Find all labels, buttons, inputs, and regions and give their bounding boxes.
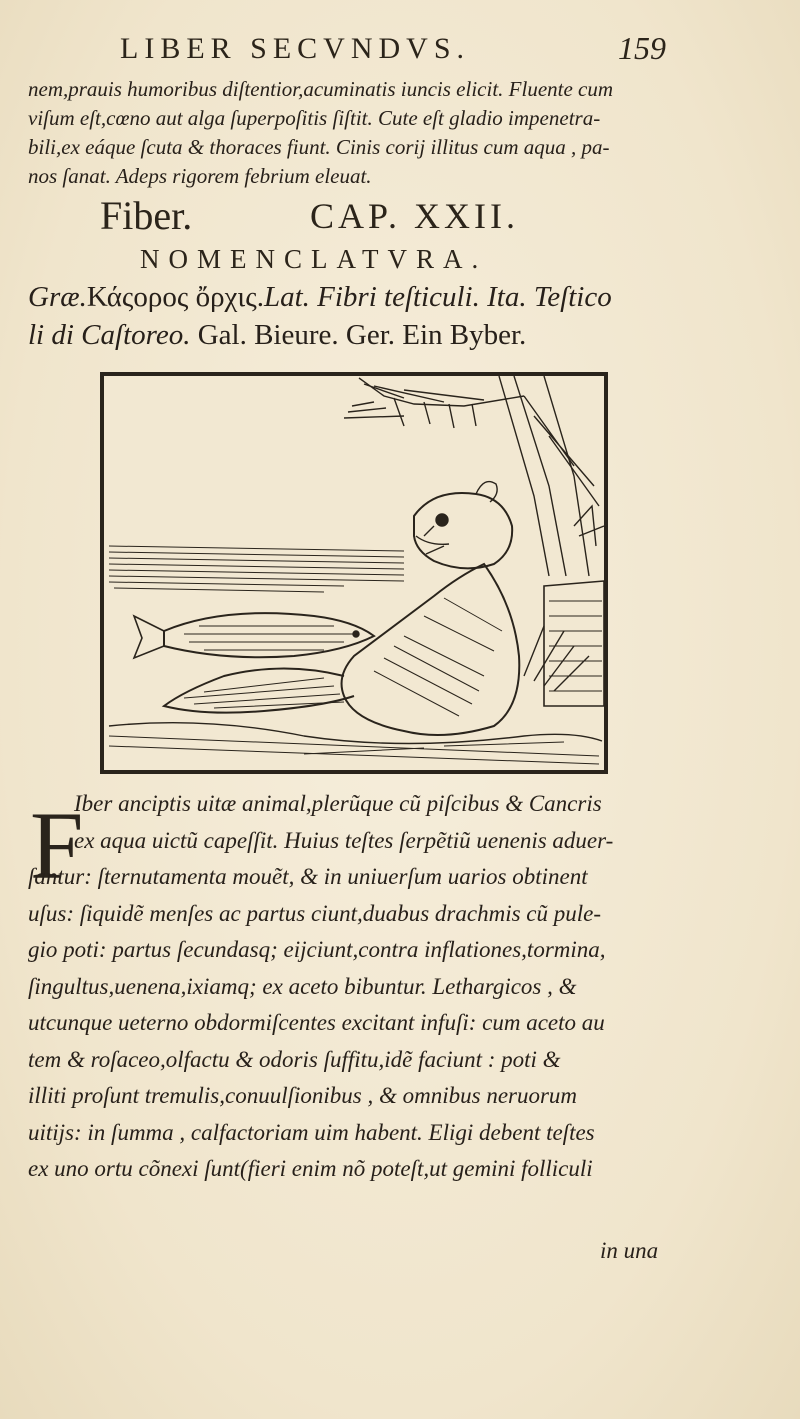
- german-name: Ger. Ein Byber.: [345, 319, 527, 351]
- text-line: illiti proſunt tremulis,conuulſionibus , & omnibus neruorum: [28, 1083, 578, 1108]
- text-line: viſum eſt,cœno aut alga ſuperpoſitis ſiſtit. Cute eſt gladio impenetra-: [28, 106, 601, 130]
- chapter-heading: [100, 192, 700, 242]
- italian-name: li di Caſtoreo.: [28, 319, 191, 351]
- text-line: bili,ex eáque ſcuta & thoraces fiunt. Cinis corij illitus cum aqua , pa-: [28, 135, 610, 159]
- names-line-1: [28, 278, 718, 316]
- text-line: ex uno ortu cõnexi ſunt(fieri enim nõ poteſt,ut gemini folliculi: [28, 1156, 593, 1181]
- chapter-number: CAP. XXII.: [310, 196, 520, 236]
- catchword: in una: [600, 1238, 659, 1263]
- french-name: Gal. Bieure.: [197, 319, 339, 351]
- chapter-title: Fiber.: [100, 193, 193, 238]
- text-line: uſus: ſiquidẽ menſes ac partus ciunt,duabus drachmis cũ pule-: [28, 900, 602, 926]
- running-head: [0, 30, 800, 70]
- text-line: uitijs: in ſumma , calfactoriam uim habent. Eligi debent teſtes: [28, 1119, 595, 1145]
- top-paragraph: [28, 75, 698, 191]
- beaver-woodcut-icon: [104, 376, 604, 770]
- text-line: ex aqua uictũ capeſſit. Huius teſtes ſerpẽtiũ uenenis aduer-: [74, 827, 614, 853]
- greek-name: Κάςορος ὄρχις.: [86, 281, 264, 313]
- running-head-title: LIBER SECVNDVS.: [120, 32, 471, 65]
- text-line: Iber anciptis uitæ animal,plerũque cũ piſcibus & Cancris: [74, 791, 602, 816]
- beaver-woodcut-illustration: [100, 372, 608, 774]
- nomenclature-heading: NOMENCLATVRA.: [140, 244, 488, 274]
- nomenclature-names: [28, 278, 718, 354]
- latin-name: Lat. Fibri teſticuli. Ita. Teſtico: [263, 281, 612, 313]
- text-line: utcunque ueterno obdormiſcentes excitant infuſi: cum aceto au: [28, 1010, 605, 1035]
- names-line-2: [28, 316, 718, 354]
- text-line: gio poti: partus ſecundasq; eijciunt,contra inflationes,tormina,: [28, 937, 606, 962]
- drop-cap: F: [30, 792, 84, 899]
- text-line: ſingultus,uenena,ixiamq; ex aceto bibuntur. Lethargicos , &: [28, 973, 577, 999]
- text-line: nos ſanat. Adeps rigorem febrium eleuat.: [28, 164, 372, 188]
- text-line: nem,prauis humoribus diſtentior,acuminatis iuncis elicit. Fluente cum: [28, 77, 614, 101]
- text-line: ſantur: ſternutamenta mouẽt, & in uniuerſum uarios obtinent: [28, 864, 588, 889]
- text-line: tem & roſaceo,olfactu & odoris ſuffitu,idẽ faciunt : poti &: [28, 1046, 561, 1072]
- body-paragraph: [28, 786, 700, 1188]
- page-number: 159: [618, 30, 666, 66]
- greek-label: Græ.: [28, 281, 87, 313]
